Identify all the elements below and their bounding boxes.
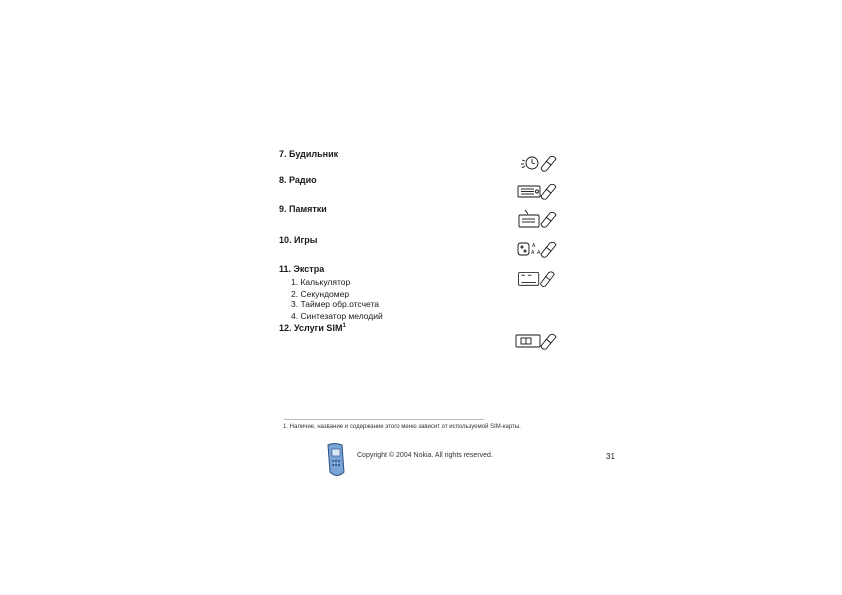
extras-phone-icon	[513, 267, 559, 289]
memo-phone-icon	[513, 208, 559, 230]
footnote-ref: 1	[342, 323, 346, 329]
svg-text:A: A	[531, 250, 535, 256]
section-sim-services	[279, 323, 346, 333]
section-sim-label: 12. Услуги SIM	[279, 323, 343, 333]
nokia-phone-logo-icon	[322, 442, 352, 480]
alarm-clock-phone-icon	[513, 152, 559, 174]
copyright-notice: Copyright © 2004 Nokia. All rights reserved.	[357, 452, 493, 459]
sim-card-phone-icon	[513, 330, 559, 352]
section-games: 10. Игры	[279, 235, 318, 245]
footnote-separator	[284, 419, 484, 420]
games-phone-icon	[513, 238, 559, 260]
extras-item-calculator: 1. Калькулятор	[291, 277, 351, 287]
footnote-text: 1. Наличие, название и содержание этого меню зависит от используемой SIM-карты.	[283, 424, 521, 430]
extras-item-composer: 4. Синтезатор мелодий	[291, 311, 383, 321]
radio-phone-icon	[513, 180, 559, 202]
extras-item-stopwatch: 2. Секундомер	[291, 289, 350, 299]
section-radio: 8. Радио	[279, 175, 317, 185]
extras-item-countdown-timer: 3. Таймер обр.отсчета	[291, 299, 379, 309]
svg-text:A: A	[537, 250, 541, 256]
section-notes: 9. Памятки	[279, 204, 327, 214]
svg-text:A: A	[532, 243, 536, 249]
section-alarm: 7. Будильник	[279, 149, 339, 159]
section-extras: 11. Экстра	[279, 264, 325, 274]
page-number: 31	[606, 452, 615, 461]
